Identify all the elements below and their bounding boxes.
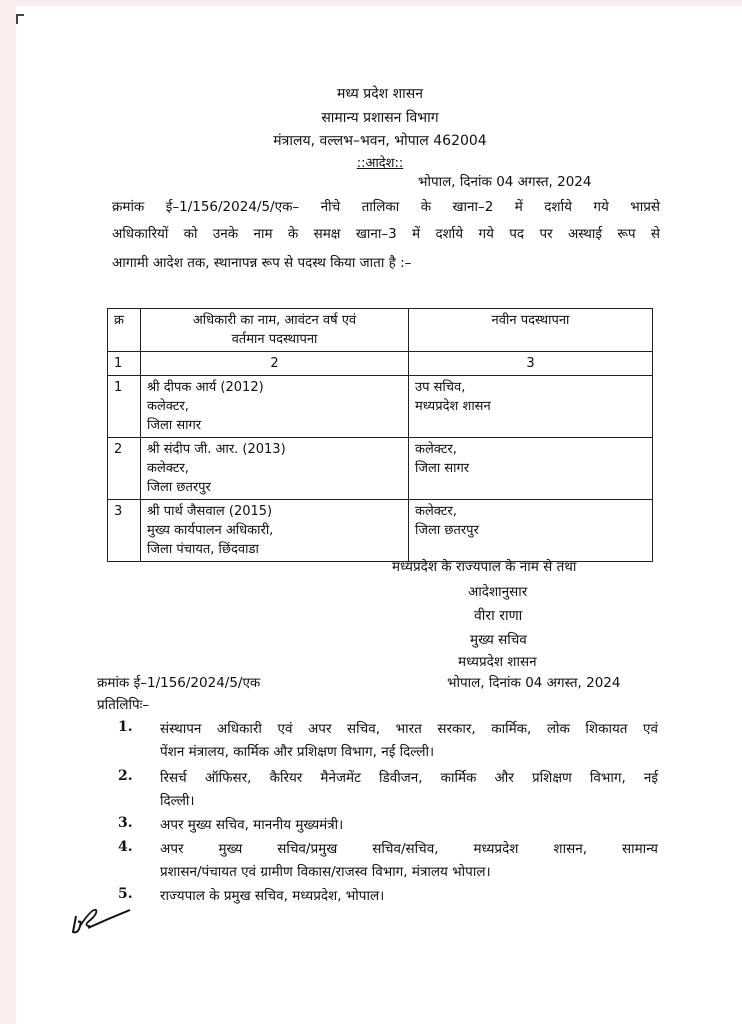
new-post: कलेक्टर, bbox=[415, 504, 457, 519]
officer-current-location: जिला सागर bbox=[147, 418, 202, 433]
table-row bbox=[108, 376, 653, 438]
row-officer bbox=[141, 376, 409, 438]
copy-item-number: 1. bbox=[118, 719, 133, 735]
header-new-posting: नवीन पदस्थापना bbox=[409, 309, 653, 352]
copy-item-number: 5. bbox=[118, 886, 133, 902]
signatory-office: मध्यप्रदेश शासन bbox=[458, 654, 537, 670]
officer-current-location: जिला पंचायत, छिंदवाडा bbox=[147, 542, 259, 557]
copy-item-text: पेंशन मंत्रालय, कार्मिक और प्रशिक्षण विभाग, नई दिल्ली। bbox=[160, 744, 435, 760]
row-sno: 1 bbox=[108, 376, 141, 438]
officer-name: श्री दीपक आर्य (2012) bbox=[147, 380, 264, 395]
new-post: उप सचिव, bbox=[415, 380, 466, 395]
intro-line-3: आगामी आदेश तक, स्थानापन्न रूप से पदस्थ किया जाता है :– bbox=[112, 255, 412, 271]
table-header-row bbox=[108, 309, 653, 352]
copy-item-number: 2. bbox=[118, 768, 133, 784]
header-officer bbox=[141, 309, 409, 352]
copy-item-text: अपर मुख्य सचिव, माननीय मुख्यमंत्री। bbox=[160, 817, 344, 833]
column-number: 3 bbox=[409, 352, 653, 376]
intro-line-1: क्रमांक ई–1/156/2024/5/एक– नीचे तालिका के खाना–2 में दर्शाये गये भाप्रसे bbox=[112, 199, 660, 215]
copy-item-text: संस्थापन अधिकारी एवं अपर सचिव, भारत सरकार, कार्मिक, लोक शिकायत एवं bbox=[160, 721, 658, 737]
officer-name: श्री पार्थ जैसवाल (2015) bbox=[147, 504, 273, 519]
signature-by-order: आदेशानुसार bbox=[468, 584, 528, 600]
column-number: 1 bbox=[108, 352, 141, 376]
signatory-name: वीरा राणा bbox=[474, 608, 523, 624]
header-officer-line1: अधिकारी का नाम, आवंटन वर्ष एवं bbox=[192, 313, 357, 328]
officer-current-post: कलेक्टर, bbox=[147, 399, 189, 414]
new-location: जिला सागर bbox=[415, 461, 470, 476]
header-department: सामान्य प्रशासन विभाग bbox=[321, 110, 439, 126]
row-new-posting bbox=[409, 376, 653, 438]
row-sno: 3 bbox=[108, 500, 141, 562]
copy-item-text: प्रशासन/पंचायत एवं ग्रामीण विकास/राजस्व विभाग, मंत्रालय भोपाल। bbox=[160, 864, 491, 880]
new-location: जिला छतरपुर bbox=[415, 523, 479, 538]
table-row bbox=[108, 500, 653, 562]
officer-current-location: जिला छतरपुर bbox=[147, 480, 211, 495]
header-government: मध्य प्रदेश शासन bbox=[337, 86, 423, 102]
signatory-designation: मुख्य सचिव bbox=[470, 632, 527, 648]
column-number: 2 bbox=[141, 352, 409, 376]
copy-item-text: राज्यपाल के प्रमुख सचिव, मध्यप्रदेश, भोपाल। bbox=[160, 888, 385, 904]
copy-item-number: 4. bbox=[118, 839, 133, 855]
copy-title: प्रतिलिपिः– bbox=[97, 697, 150, 713]
header-officer-line2: वर्तमान पदस्थापना bbox=[231, 332, 318, 347]
copy-item-text: दिल्ली। bbox=[160, 793, 195, 809]
row-new-posting bbox=[409, 438, 653, 500]
officer-current-post: मुख्य कार्यपालन अधिकारी, bbox=[147, 523, 274, 538]
row-officer bbox=[141, 438, 409, 500]
header-sno: क्र bbox=[108, 309, 141, 352]
copy-date: भोपाल, दिनांक 04 अगस्त, 2024 bbox=[447, 675, 621, 691]
header-address: मंत्रालय, वल्लभ–भवन, भोपाल 462004 bbox=[273, 133, 487, 149]
handwritten-initials-icon bbox=[70, 902, 140, 938]
copy-item-number: 3. bbox=[118, 815, 133, 831]
copy-item-text: रिसर्च ऑफिसर, कैरियर मैनेजमेंट डिवीजन, कार्मिक और प्रशिक्षण विभाग, नई bbox=[160, 770, 658, 786]
posting-table bbox=[107, 308, 653, 562]
column-number-row bbox=[108, 352, 653, 376]
corner-crop-mark bbox=[16, 14, 24, 24]
row-sno: 2 bbox=[108, 438, 141, 500]
copy-item-text: अपर मुख्य सचिव/प्रमुख सचिव/सचिव, मध्यप्रदेश शासन, सामान्य bbox=[160, 841, 658, 857]
order-date: भोपाल, दिनांक 04 अगस्त, 2024 bbox=[418, 174, 592, 190]
signature-authority-line: मध्यप्रदेश के राज्यपाल के नाम से तथा bbox=[392, 559, 577, 575]
officer-name: श्री संदीप जी. आर. (2013) bbox=[147, 442, 286, 457]
row-officer bbox=[141, 500, 409, 562]
copy-ref-number: क्रमांक ई–1/156/2024/5/एक bbox=[97, 675, 261, 691]
table-row bbox=[108, 438, 653, 500]
row-new-posting bbox=[409, 500, 653, 562]
order-title: ::आदेश:: bbox=[356, 156, 404, 171]
officer-current-post: कलेक्टर, bbox=[147, 461, 189, 476]
new-location: मध्यप्रदेश शासन bbox=[415, 399, 491, 414]
intro-line-2: अधिकारियों को उनके नाम के समक्ष खाना–3 में दर्शाये गये पद पर अस्थाई रूप से bbox=[112, 226, 660, 242]
new-post: कलेक्टर, bbox=[415, 442, 457, 457]
